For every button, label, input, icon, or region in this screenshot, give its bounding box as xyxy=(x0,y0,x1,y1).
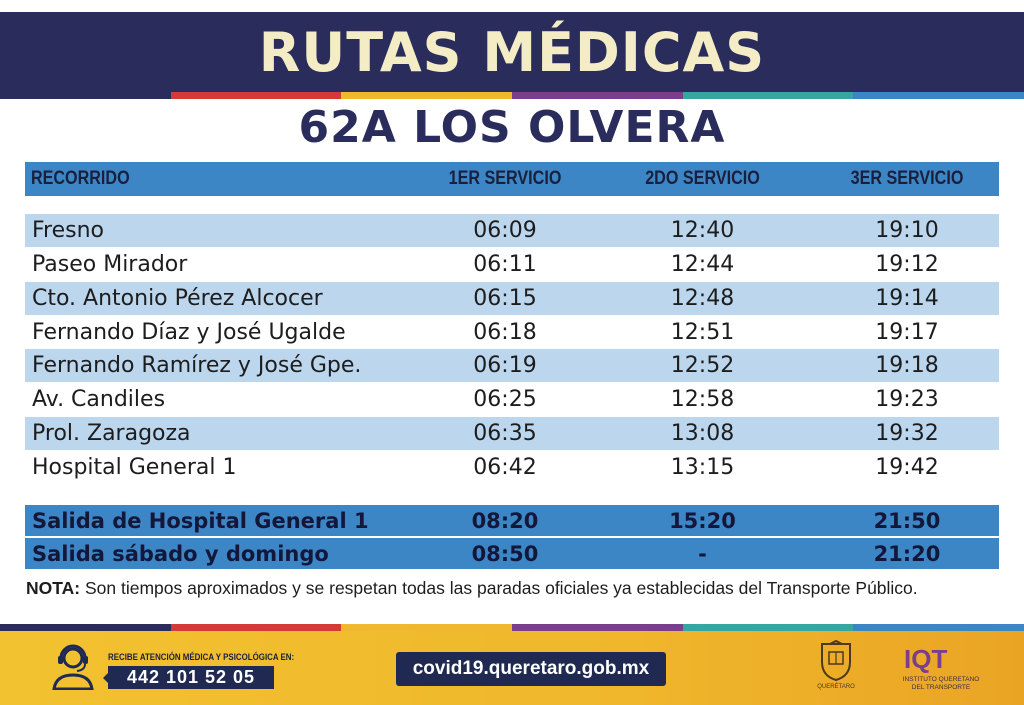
iqt-label xyxy=(896,676,986,692)
table-row xyxy=(25,451,999,484)
service-2-time: 12:48 xyxy=(670,286,735,311)
service-2-time: 12:44 xyxy=(670,252,735,277)
iqt-logo: IQT xyxy=(904,644,948,674)
header-banner xyxy=(0,12,1024,92)
service-2-time: 13:15 xyxy=(670,455,735,480)
stop-name: Fernando Ramírez y José Gpe. xyxy=(32,353,362,378)
stop-name: Prol. Zaragoza xyxy=(32,421,191,446)
service-3-time: 19:23 xyxy=(875,387,939,412)
service-1-time: 06:15 xyxy=(473,286,537,311)
service-3-time: 19:18 xyxy=(875,353,939,378)
exit-time-2: - xyxy=(698,541,707,566)
service-3-time: 19:32 xyxy=(875,421,939,446)
stop-name: Av. Candiles xyxy=(32,387,166,412)
column-header-service-2: 2DO SERVICIO xyxy=(645,168,760,189)
service-1-time: 06:35 xyxy=(473,421,537,446)
table-row xyxy=(25,417,999,450)
service-1-time: 06:09 xyxy=(473,218,537,243)
stop-name: Fernando Díaz y José Ugalde xyxy=(32,320,346,345)
service-3-time: 19:42 xyxy=(875,455,939,480)
gov-label: QUERÉTARO xyxy=(817,684,855,690)
exit-label: Salida sábado y domingo xyxy=(32,541,329,566)
service-1-time: 06:18 xyxy=(473,320,537,345)
color-band-bottom xyxy=(0,624,1024,631)
note-label: NOTA: xyxy=(26,578,81,598)
service-3-time: 19:14 xyxy=(875,286,939,311)
stop-name: Cto. Antonio Pérez Alcocer xyxy=(32,286,323,311)
column-header-service-3: 3ER SERVICIO xyxy=(850,168,964,189)
service-2-time: 13:08 xyxy=(670,421,735,446)
service-3-time: 19:12 xyxy=(875,252,939,277)
service-2-time: 12:51 xyxy=(670,320,735,345)
queretaro-seal-icon xyxy=(812,640,860,682)
table-header-row xyxy=(25,162,999,196)
page-title: RUTAS MÉDICAS xyxy=(258,20,766,84)
attention-label: RECIBE ATENCIÓN MÉDICA Y PSICOLÓGICA EN: xyxy=(108,652,295,662)
note-text: Son tiempos aproximados y se respetan todas las paradas oficiales ya establecidas del Transporte Público. xyxy=(80,578,918,598)
column-header-stop: RECORRIDO xyxy=(30,168,130,189)
service-1-time: 06:19 xyxy=(473,353,537,378)
column-header-service-1: 1ER SERVICIO xyxy=(448,168,562,189)
exit-time-1: 08:20 xyxy=(471,508,539,533)
service-3-time: 19:17 xyxy=(875,320,939,345)
exit-time-1: 08:50 xyxy=(471,541,539,566)
stop-name: Hospital General 1 xyxy=(32,455,237,480)
iqt-label-line-1: INSTITUTO QUERETANO xyxy=(902,676,980,683)
iqt-label-line-2: DEL TRANSPORTE xyxy=(911,684,971,691)
exit-row-weekday xyxy=(25,505,999,536)
exit-time-2: 15:20 xyxy=(669,508,736,533)
color-band-top xyxy=(0,92,1024,99)
exit-time-3: 21:50 xyxy=(873,508,941,533)
service-1-time: 06:25 xyxy=(473,387,537,412)
stop-name: Fresno xyxy=(32,218,105,243)
table-row xyxy=(25,316,999,349)
service-2-time: 12:52 xyxy=(670,353,735,378)
service-2-time: 12:40 xyxy=(670,218,735,243)
stop-name: Paseo Mirador xyxy=(32,252,188,277)
phone-number[interactable]: 442 101 52 05 xyxy=(108,666,274,689)
exit-label: Salida de Hospital General 1 xyxy=(32,508,369,533)
service-1-time: 06:11 xyxy=(473,252,537,277)
exit-row-weekend xyxy=(25,537,999,569)
exit-time-3: 21:20 xyxy=(873,541,941,566)
route-title: 62A LOS OLVERA xyxy=(298,102,726,153)
note xyxy=(26,578,1006,599)
service-3-time: 19:10 xyxy=(875,218,939,243)
headset-agent-icon xyxy=(50,642,96,690)
service-1-time: 06:42 xyxy=(473,455,537,480)
table-row xyxy=(25,282,999,315)
table-row xyxy=(25,248,999,281)
website-link[interactable]: covid19.queretaro.gob.mx xyxy=(396,652,666,686)
table-row xyxy=(25,349,999,382)
table-row xyxy=(25,214,999,247)
service-2-time: 12:58 xyxy=(670,387,735,412)
table-row xyxy=(25,383,999,416)
